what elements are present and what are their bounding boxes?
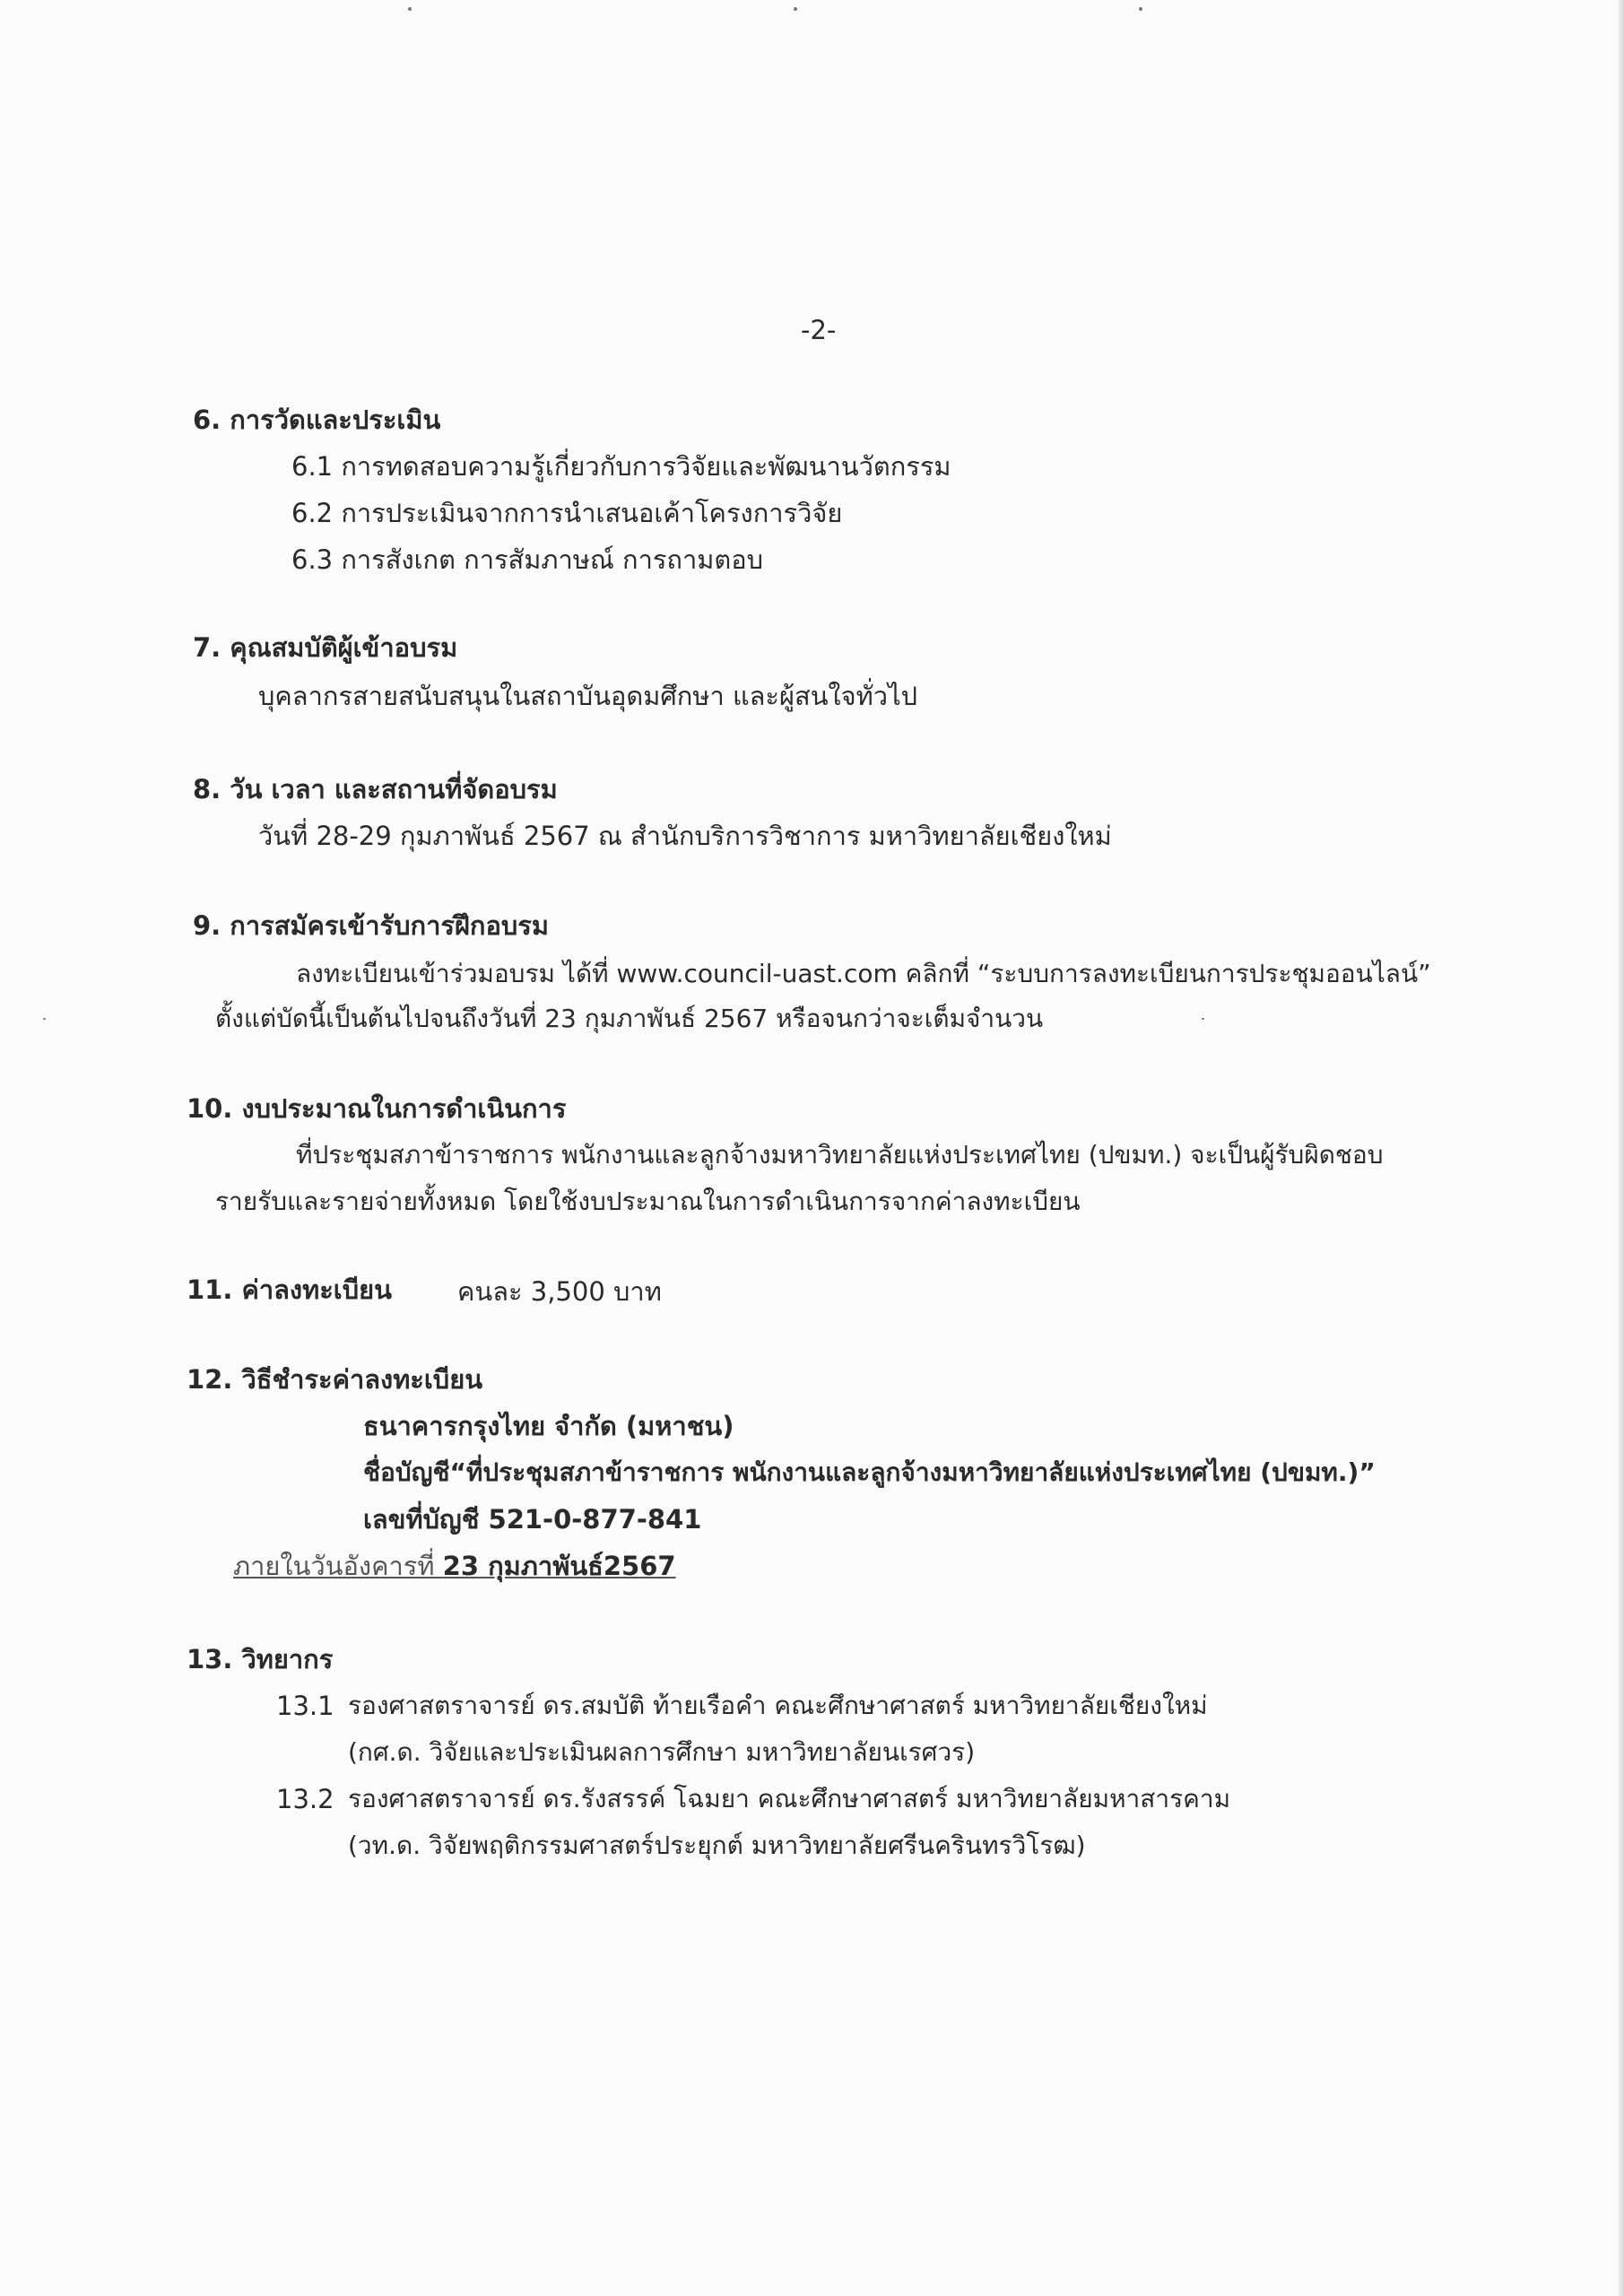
bank-name: ธนาคารกรุงไทย จำกัด (มหาชน) xyxy=(363,1411,734,1441)
speaker-line2: (วท.ด. วิจัยพฤติกรรมศาสตร์ประยุกต์ มหาวิทยาลัยศรีนครินทรวิโรฒ) xyxy=(348,1831,1086,1860)
section-12-heading: 12. วิธีชำระค่าลงทะเบียน xyxy=(187,1364,483,1395)
section-8-body: วันที่ 28-29 กุมภาพันธ์ 2567 ณ สำนักบริการวิชาการ มหาวิทยาลัยเชียงใหม่ xyxy=(258,821,1112,851)
section-13-heading: 13. วิทยากร xyxy=(187,1644,334,1674)
registration-fee: คนละ 3,500 บาท xyxy=(457,1276,662,1307)
section-6-item: 6.1 การทดสอบความรู้เกี่ยวกับการวิจัยและพัฒนานวัตกรรม xyxy=(291,451,951,482)
section-8-heading: 8. วัน เวลา และสถานที่จัดอบรม xyxy=(193,774,558,804)
speaker-number: 13.2 xyxy=(276,1784,334,1814)
payment-deadline xyxy=(233,1548,676,1584)
section-6-item: 6.3 การสังเกต การสัมภาษณ์ การถามตอบ xyxy=(291,544,764,575)
scan-edge-shadow xyxy=(1617,0,1624,2296)
scan-speck xyxy=(1202,1018,1204,1020)
section-9-body-line1: ลงทะเบียนเข้าร่วมอบรม ได้ที่ www.council-uast.com คลิกที่ “ระบบการลงทะเบียนการประชุมออนไลน์” xyxy=(296,959,1431,988)
account-name: ชื่อบัญชี“ที่ประชุมสภาข้าราชการ พนักงานและลูกจ้างมหาวิทยาลัยแห่งประเทศไทย (ปขมท.)” xyxy=(363,1457,1376,1487)
section-7-heading: 7. คุณสมบัติผู้เข้าอบรม xyxy=(193,632,458,663)
scan-speck xyxy=(43,1018,46,1020)
section-10-body-line2: รายรับและรายจ่ายทั้งหมด โดยใช้งบประมาณในการดำเนินการจากค่าลงทะเบียน xyxy=(215,1187,1081,1216)
payment-deadline-date: 23 กุมภาพันธ์2567 xyxy=(442,1551,676,1581)
scan-speck xyxy=(1139,7,1142,11)
page-number: -2- xyxy=(801,315,837,345)
section-9-heading: 9. การสมัครเข้ารับการฝึกอบรม xyxy=(193,910,549,941)
section-10-heading: 10. งบประมาณในการดำเนินการ xyxy=(187,1093,567,1124)
scan-speck xyxy=(794,7,797,11)
section-9-body-line2: ตั้งแต่บัดนี้เป็นต้นไปจนถึงวันที่ 23 กุมภาพันธ์ 2567 หรือจนกว่าจะเต็มจำนวน xyxy=(215,1004,1044,1033)
speaker-line2: (กศ.ด. วิจัยและประเมินผลการศึกษา มหาวิทยาลัยนเรศวร) xyxy=(348,1737,976,1767)
speaker-line1: รองศาสตราจารย์ ดร.สมบัติ ท้ายเรือคำ คณะศึกษาศาสตร์ มหาวิทยาลัยเชียงใหม่ xyxy=(348,1691,1208,1720)
speaker-number: 13.1 xyxy=(276,1691,334,1721)
section-7-body: บุคลากรสายสนับสนุนในสถาบันอุดมศึกษา และผู้สนใจทั่วไป xyxy=(258,681,918,711)
section-10-body-line1: ที่ประชุมสภาข้าราชการ พนักงานและลูกจ้างมหาวิทยาลัยแห่งประเทศไทย (ปขมท.) จะเป็นผู้รับผิดชอบ xyxy=(296,1140,1384,1170)
account-number: เลขที่บัญชี 521-0-877-841 xyxy=(363,1504,702,1535)
section-6-item: 6.2 การประเมินจากการนำเสนอเค้าโครงการวิจัย xyxy=(291,498,843,528)
speaker-line1: รองศาสตราจารย์ ดร.รังสรรค์ โฉมยา คณะศึกษาศาสตร์ มหาวิทยาลัยมหาสารคาม xyxy=(348,1784,1231,1813)
section-11-heading: 11. ค่าลงทะเบียน xyxy=(187,1274,392,1305)
scan-speck xyxy=(408,7,412,11)
payment-deadline-prefix: ภายในวันอังคารที่ xyxy=(233,1551,443,1581)
section-6-heading: 6. การวัดและประเมิน xyxy=(193,404,441,435)
